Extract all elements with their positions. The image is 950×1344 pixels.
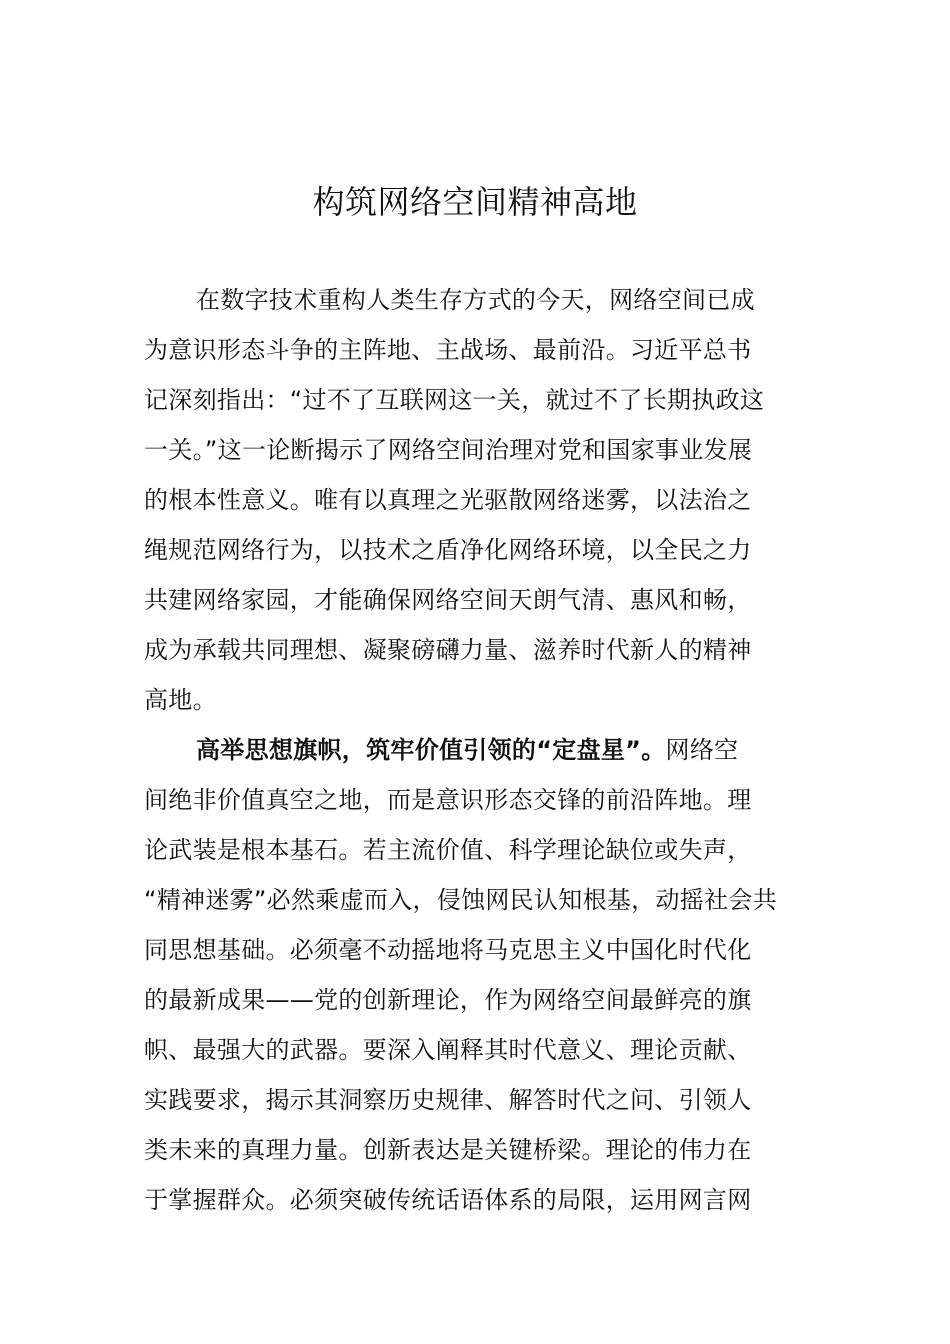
text-line: 的根本性意义。唯有以真理之光驱散网络迷雾，以法治之 bbox=[144, 486, 752, 514]
page-title: 构筑网络空间精神高地 bbox=[312, 183, 638, 221]
text-line: “精神迷雾”必然乘虚而入，侵蚀网民认知根基，动摇社会共 bbox=[144, 886, 777, 914]
text-line: 绳规范网络行为，以技术之盾净化网络环境，以全民之力 bbox=[144, 536, 752, 564]
text-line-with-lead bbox=[144, 730, 804, 780]
text-line: 高地。 bbox=[144, 686, 217, 714]
paragraph-1 bbox=[144, 280, 804, 730]
text-line: 论武装是根本基石。若主流价值、科学理论缺位或失声， bbox=[144, 836, 752, 864]
text-line: 类未来的真理力量。创新表达是关键桥梁。理论的伟力在 bbox=[144, 1136, 752, 1164]
paragraph-lead-heading: 高举思想旗帜，筑牢价值引领的“定盘星”。 bbox=[196, 736, 666, 764]
text-line: 于掌握群众。必须突破传统话语体系的局限，运用网言网 bbox=[144, 1186, 752, 1214]
text-line: 实践要求，揭示其洞察历史规律、解答时代之问、引领人 bbox=[144, 1086, 752, 1114]
text-line-rest: 网络空 bbox=[665, 736, 739, 764]
text-line: 共建网络家园，才能确保网络空间天朗气清、惠风和畅， bbox=[144, 586, 752, 614]
paragraph-2 bbox=[144, 730, 804, 1230]
text-line: 为意识形态斗争的主阵地、主战场、最前沿。习近平总书 bbox=[144, 336, 752, 364]
document-body bbox=[144, 280, 804, 1230]
text-line: 一关。”这一论断揭示了网络空间治理对党和国家事业发展 bbox=[144, 436, 753, 464]
text-line: 成为承载共同理想、凝聚磅礴力量、滋养时代新人的精神 bbox=[144, 636, 752, 664]
text-line: 在数字技术重构人类生存方式的今天，网络空间已成 bbox=[196, 286, 755, 314]
text-line: 记深刻指出：“过不了互联网这一关，就过不了长期执政这 bbox=[144, 386, 765, 414]
text-line: 帜、最强大的武器。要深入阐释其时代意义、理论贡献、 bbox=[144, 1036, 752, 1064]
text-line: 同思想基础。必须毫不动摇地将马克思主义中国化时代化 bbox=[144, 936, 752, 964]
text-line: 的最新成果——党的创新理论，作为网络空间最鲜亮的旗 bbox=[144, 986, 752, 1014]
text-line: 间绝非价值真空之地，而是意识形态交锋的前沿阵地。理 bbox=[144, 786, 752, 814]
